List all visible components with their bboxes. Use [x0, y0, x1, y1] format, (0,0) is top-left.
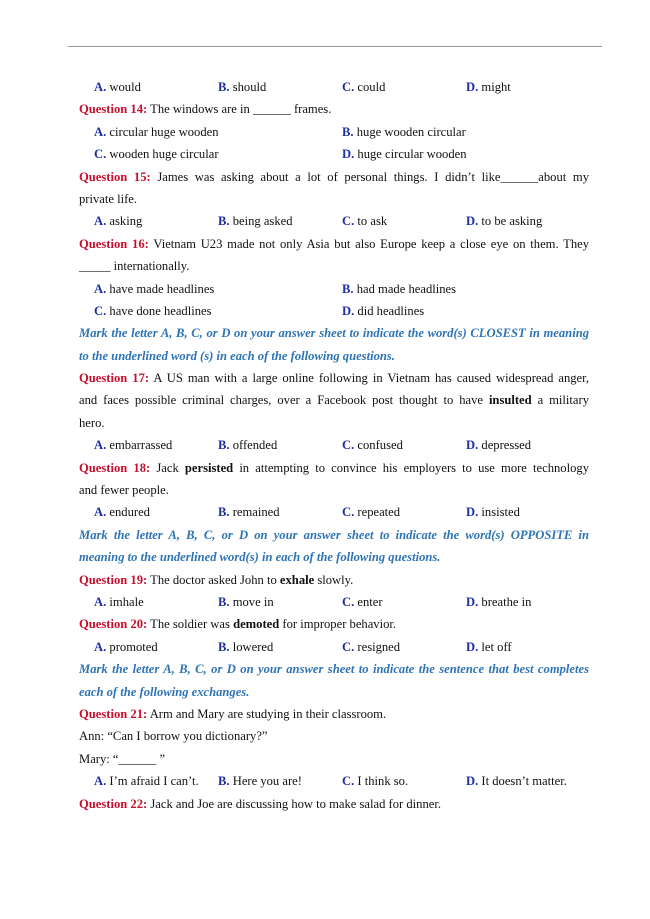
q17-options — [79, 434, 589, 456]
header-rule — [68, 46, 602, 47]
instruction-exchanges-line1: Mark the letter A, B, C, or D on your answer sheet to indicate the sentence that best completes — [79, 662, 589, 677]
q15-stem-line2: private life. — [79, 191, 138, 206]
q17-option-b[interactable]: B. offended — [218, 438, 278, 453]
q21-options — [79, 770, 589, 792]
q19-option-a[interactable]: A. imhale — [94, 594, 144, 609]
q16-options-row2 — [79, 300, 589, 322]
q16-stem-line1: Question 16: Vietnam U23 made not only Asia but also Europe keep a close eye on them. They — [79, 236, 590, 251]
q20-label: Question 20: — [79, 617, 148, 632]
q21-stem: Question 21: Arm and Mary are studying in their classroom. — [79, 706, 387, 721]
instruction-opposite-line1: Mark the letter A, B, C, or D on your answer sheet to indicate the word(s) OPPOSITE in — [79, 527, 589, 542]
q19-stem: Question 19: The doctor asked John to exhale slowly. — [79, 572, 354, 587]
q17-stem-line1: Question 17: A US man with a large online following in Vietnam has caused widespread anger, — [79, 371, 589, 386]
q17-option-d[interactable]: D. depressed — [466, 438, 532, 453]
q15-label: Question 15: — [79, 169, 151, 184]
q20-options — [79, 636, 589, 658]
q15-blank: ______ — [500, 169, 539, 184]
q17-label: Question 17: — [79, 371, 150, 386]
q14-option-b[interactable]: B. huge wooden circular — [342, 124, 466, 139]
worksheet — [79, 76, 589, 815]
q21-blank: ______ — [118, 751, 157, 766]
q14-stem: Question 14: The windows are in ______ frames. — [79, 102, 332, 117]
q15-option-a[interactable]: A. asking — [94, 214, 143, 229]
q22-stem: Question 22: Jack and Joe are discussing how to make salad for dinner. — [79, 796, 442, 811]
q22-label: Question 22: — [79, 796, 148, 811]
instruction-closest-line2: to the underlined word (s) in each of the following questions. — [79, 348, 395, 363]
q19-option-d[interactable]: D. breathe in — [466, 594, 532, 609]
q13-option-a[interactable]: A. would — [94, 80, 141, 94]
q14-options-row1 — [79, 121, 589, 143]
q14-blank: ______ — [253, 102, 291, 117]
q21-label: Question 21: — [79, 706, 148, 721]
instruction-opposite-line2: meaning to the underlined word(s) in each of the following questions. — [79, 550, 441, 565]
q21-option-c[interactable]: C. I think so. — [342, 774, 409, 789]
q19-options — [79, 591, 589, 613]
q13-option-d[interactable]: D. might — [466, 80, 511, 94]
q19-option-c[interactable]: C. enter — [342, 594, 383, 609]
q14-option-c[interactable]: C. wooden huge circular — [94, 147, 219, 162]
q14-label: Question 14: — [79, 102, 148, 117]
q16-options-row1 — [79, 278, 589, 300]
q21-option-d[interactable]: D. It doesn’t matter. — [466, 774, 567, 789]
q17-option-a[interactable]: A. embarrassed — [94, 438, 173, 453]
q21-ann-line: Ann: “Can I borrow you dictionary?” — [79, 729, 268, 744]
q17-keyword: insulted — [488, 393, 532, 408]
q18-stem-line2: and fewer people. — [79, 483, 169, 498]
q21-option-b[interactable]: B. Here you are! — [218, 774, 302, 789]
q14-option-d[interactable]: D. huge circular wooden — [342, 147, 467, 162]
q16-label: Question 16: — [79, 236, 149, 251]
q20-option-a[interactable]: A. promoted — [94, 639, 158, 654]
q19-keyword: exhale — [279, 572, 315, 587]
q13-option-b[interactable]: B. should — [218, 80, 267, 94]
q16-option-b[interactable]: B. had made headlines — [342, 281, 457, 296]
q18-options — [79, 501, 589, 523]
q17-stem-line2: and faces possible criminal charges, over a Facebook post thought to have insulted a military — [79, 393, 589, 408]
q17-stem-line3: hero. — [79, 415, 105, 430]
q18-stem-line1: Question 18: Jack persisted in attempting to convince his employers to use more technology — [79, 460, 589, 475]
q17-option-c[interactable]: C. confused — [342, 438, 403, 453]
q15-option-c[interactable]: C. to ask — [342, 214, 388, 229]
q15-option-b[interactable]: B. being asked — [218, 214, 293, 229]
q15-options — [79, 210, 589, 232]
q16-option-c[interactable]: C. have done headlines — [94, 303, 212, 318]
q16-stem-line2: _____ internationally. — [79, 259, 190, 274]
q20-option-b[interactable]: B. lowered — [218, 639, 274, 654]
q16-option-d[interactable]: D. did headlines — [342, 303, 425, 318]
q15-option-d[interactable]: D. to be asking — [466, 214, 543, 229]
q15-stem-line1: Question 15: James was asking about a lot of personal things. I didn’t like______about my — [79, 169, 589, 184]
instruction-closest-line1: Mark the letter A, B, C, or D on your answer sheet to indicate the word(s) CLOSEST in meaning — [79, 326, 589, 341]
q18-label: Question 18: — [79, 460, 151, 475]
q20-stem: Question 20: The soldier was demoted for improper behavior. — [79, 617, 397, 632]
q18-option-a[interactable]: A. endured — [94, 505, 150, 520]
q13-option-c[interactable]: C. could — [342, 80, 386, 94]
q19-label: Question 19: — [79, 572, 148, 587]
q19-option-b[interactable]: B. move in — [218, 594, 274, 609]
q13-options — [79, 76, 589, 98]
q20-option-c[interactable]: C. resigned — [342, 639, 401, 654]
q18-option-c[interactable]: C. repeated — [342, 505, 401, 520]
q20-option-d[interactable]: D. let off — [466, 639, 512, 654]
q18-option-d[interactable]: D. insisted — [466, 505, 520, 520]
q14-options-row2 — [79, 143, 589, 165]
q21-mary-line: Mary: “______ ” — [79, 751, 166, 766]
q21-option-a[interactable]: A. I’m afraid I can’t. — [94, 774, 199, 789]
q14-option-a[interactable]: A. circular huge wooden — [94, 124, 219, 139]
instruction-exchanges-line2: each of the following exchanges. — [79, 684, 250, 699]
q18-keyword: persisted — [184, 460, 234, 475]
q16-blank: _____ — [79, 259, 111, 274]
q18-option-b[interactable]: B. remained — [218, 505, 280, 520]
q20-keyword: demoted — [233, 617, 280, 632]
q16-option-a[interactable]: A. have made headlines — [94, 281, 215, 296]
